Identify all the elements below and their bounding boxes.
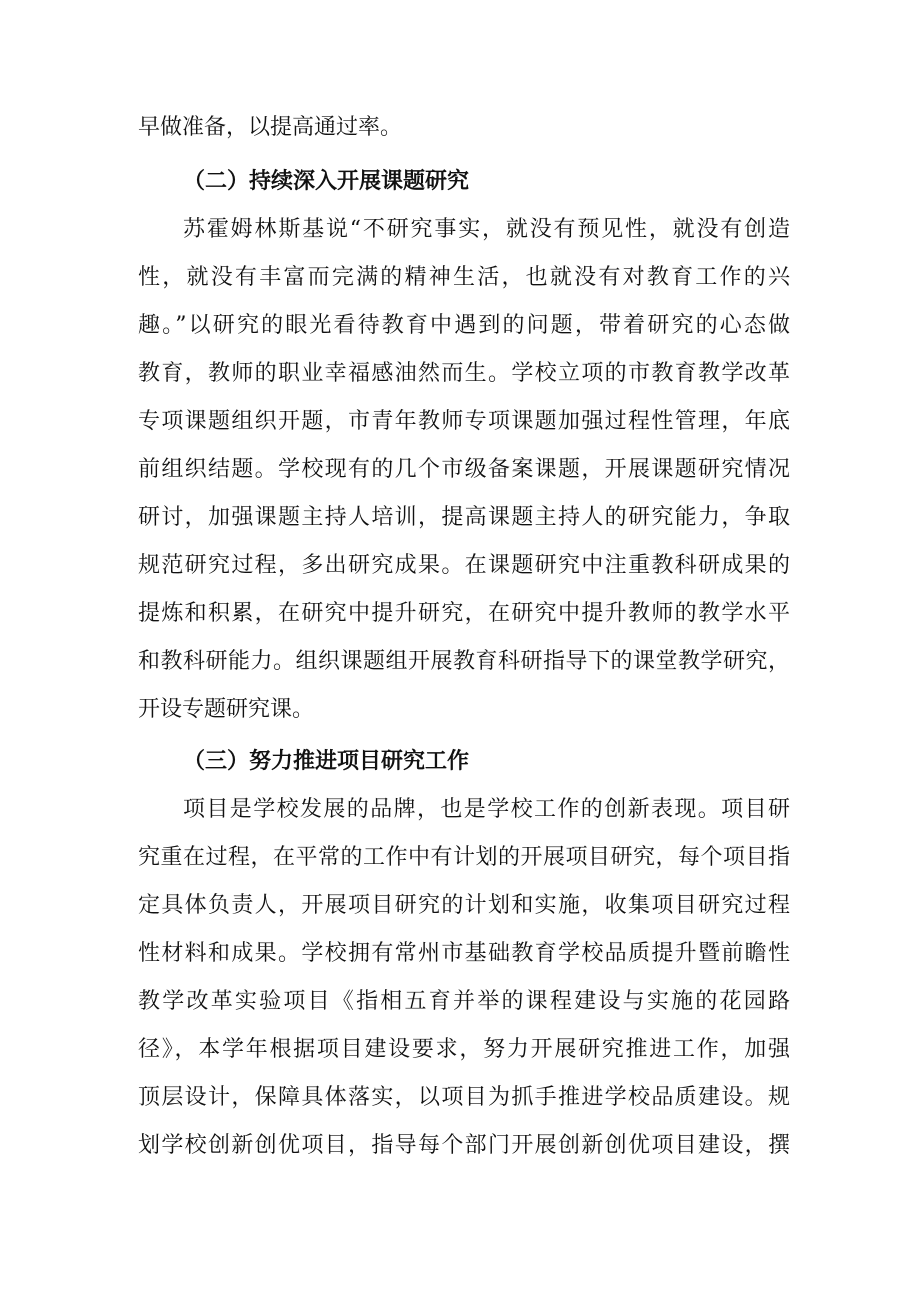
body-text-line: 专项课题组织开题，市青年教师专项课题加强过程性管理，年底	[138, 409, 790, 434]
body-text-line: 性材料和成果。学校拥有常州市基础教育学校品质提升暨前瞻性	[138, 941, 790, 966]
body-text-line: 前组织结题。学校现有的几个市级备案课题，开展课题研究情况	[138, 457, 790, 482]
body-text-line: 教学改革实验项目《指相五育并举的课程建设与实施的花园路	[138, 989, 790, 1014]
body-text-line: 径》，本学年根据项目建设要求，努力开展研究推进工作，加强	[138, 1037, 790, 1062]
section-heading-2: （二）持续深入开展课题研究	[183, 169, 470, 194]
body-text-line: 划学校创新创优项目，指导每个部门开展创新创优项目建设，撰	[138, 1133, 790, 1158]
body-text-line: 研讨，加强课题主持人培训，提高课题主持人的研究能力，争取	[138, 505, 790, 530]
body-text-line: 项目是学校发展的品牌，也是学校工作的创新表现。项目研	[183, 797, 790, 822]
body-text-line: 提炼和积累，在研究中提升研究，在研究中提升教师的教学水平	[138, 601, 790, 626]
body-text-line: 究重在过程，在平常的工作中有计划的开展项目研究，每个项目指	[138, 845, 790, 870]
body-text-line: 定具体负责人，开展项目研究的计划和实施，收集项目研究过程	[138, 893, 790, 918]
body-text-line: 早做准备，以提高通过率。	[138, 115, 403, 140]
body-text-line: 顶层设计，保障具体落实，以项目为抓手推进学校品质建设。规	[138, 1085, 790, 1110]
body-text-line: 性，就没有丰富而完满的精神生活，也就没有对教育工作的兴	[138, 265, 790, 290]
body-text-line: 教育，教师的职业幸福感油然而生。学校立项的市教育教学改革	[138, 361, 790, 386]
body-text-line: 规范研究过程，多出研究成果。在课题研究中注重教科研成果的	[138, 553, 790, 578]
body-text-line: 苏霍姆林斯基说“不研究事实，就没有预见性，就没有创造	[183, 217, 790, 242]
body-text-line: 趣。”以研究的眼光看待教育中遇到的问题，带着研究的心态做	[138, 313, 790, 338]
body-text-line: 和教科研能力。组织课题组开展教育科研指导下的课堂教学研究，	[138, 649, 790, 674]
section-heading-3: （三）努力推进项目研究工作	[183, 749, 470, 774]
body-text-line: 开设专题研究课。	[138, 697, 315, 722]
